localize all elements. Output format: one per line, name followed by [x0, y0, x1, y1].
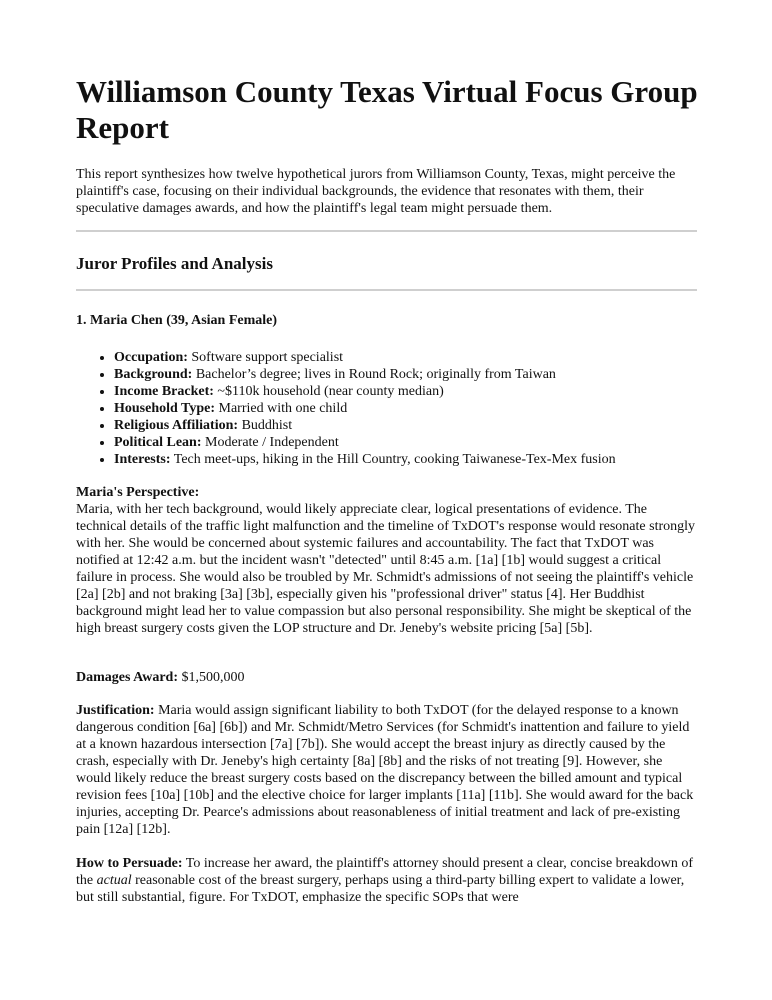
- juror-profile-list: [76, 349, 698, 468]
- justification-label: Justification:: [76, 703, 155, 718]
- justification-text: Maria would assign significant liability to both TxDOT (for the delayed response to a known dangerous condition [6a] [6b]) and Mr. Schmidt/Metro Services (for Schmidt's inattention and failure to yield at a known hazardous intersection [7a] [7b]). She would accept the breast injury as directly caused by the crash, especially with Dr. Jeneby's high certainty [8a] [8b] and the risks of not treating [9]. However, she would likely reduce the breast surgery costs based on the discrepancy between the billed amount and typical revision fees [10a] [10b] and the elective choice for larger implants [11a] [11b]. She would award for the back injuries, accepting Dr. Pearce's admissions about reasonableness of initial treatment and lack of pre-existing pain [12a] [12b].: [76, 703, 694, 837]
- profile-item: • Interests: Tech meet-ups, hiking in the Hill Country, cooking Taiwanese-Tex-Mex fusion: [114, 451, 698, 468]
- page-title: Williamson County Texas Virtual Focus Group Report: [76, 74, 698, 145]
- damages-value: $1,500,000: [181, 670, 245, 685]
- perspective-paragraph: [76, 484, 698, 637]
- profile-item: • Occupation: Software support specialist: [114, 349, 698, 366]
- emphasis-actual: actual: [96, 873, 132, 888]
- section-heading: Juror Profiles and Analysis: [76, 254, 273, 273]
- divider: [76, 289, 697, 291]
- perspective-text: Maria, with her tech background, would likely appreciate clear, logical presentations of evidence. The technical details of the traffic light malfunction and the timeline of TxDOT's response would resonate strongly with her. She would be concerned about systemic failures and accountability. The fact that TxDOT was notified at 12:42 a.m. but the incident wasn't "detected" until 8:45 a.m. [1a] [1b] would suggest a critical failure in process. She would also be troubled by Mr. Schmidt's admissions of not seeing the plaintiff's vehicle [2a] [2b] and not braking [3a] [3b], especially given his "professional driver" status [4]. Her Buddhist background might lead her to value compassion but also personal responsibility. She might be skeptical of the high breast surgery costs given the LOP structure and Dr. Jeneby's website pricing [5a] [5b].: [76, 502, 696, 636]
- perspective-label: Maria's Perspective:: [76, 485, 200, 500]
- profile-item: • Political Lean: Moderate / Independent: [114, 434, 698, 451]
- damages-label: Damages Award:: [76, 670, 179, 685]
- divider: [76, 230, 697, 232]
- profile-item: • Household Type: Married with one child: [114, 400, 698, 417]
- profile-item: • Background: Bachelor’s degree; lives in Round Rock; originally from Taiwan: [114, 366, 698, 383]
- profile-item: • Religious Affiliation: Buddhist: [114, 417, 698, 434]
- intro-paragraph: This report synthesizes how twelve hypothetical jurors from Williamson County, Texas, might perceive the plaintiff's case, focusing on their individual backgrounds, the evidence that resonates with them, their speculative damages awards, and how the plaintiff's legal team might persuade them.: [76, 167, 676, 216]
- justification-paragraph: [76, 702, 698, 838]
- persuade-paragraph: How to Persuade: To increase her award, the plaintiff's attorney should present a clear, concise breakdown of the actual reasonable cost of the breast surgery, perhaps using a third-party billing expert to validate a lower, but still substantial, figure. For TxDOT, emphasize the specific SOPs that were: [76, 856, 694, 905]
- persuade-label: How to Persuade:: [76, 856, 183, 871]
- profile-item: • Income Bracket: ~$110k household (near county median): [114, 383, 698, 400]
- damages-paragraph: [76, 669, 698, 686]
- juror-heading: 1. Maria Chen (39, Asian Female): [76, 313, 278, 328]
